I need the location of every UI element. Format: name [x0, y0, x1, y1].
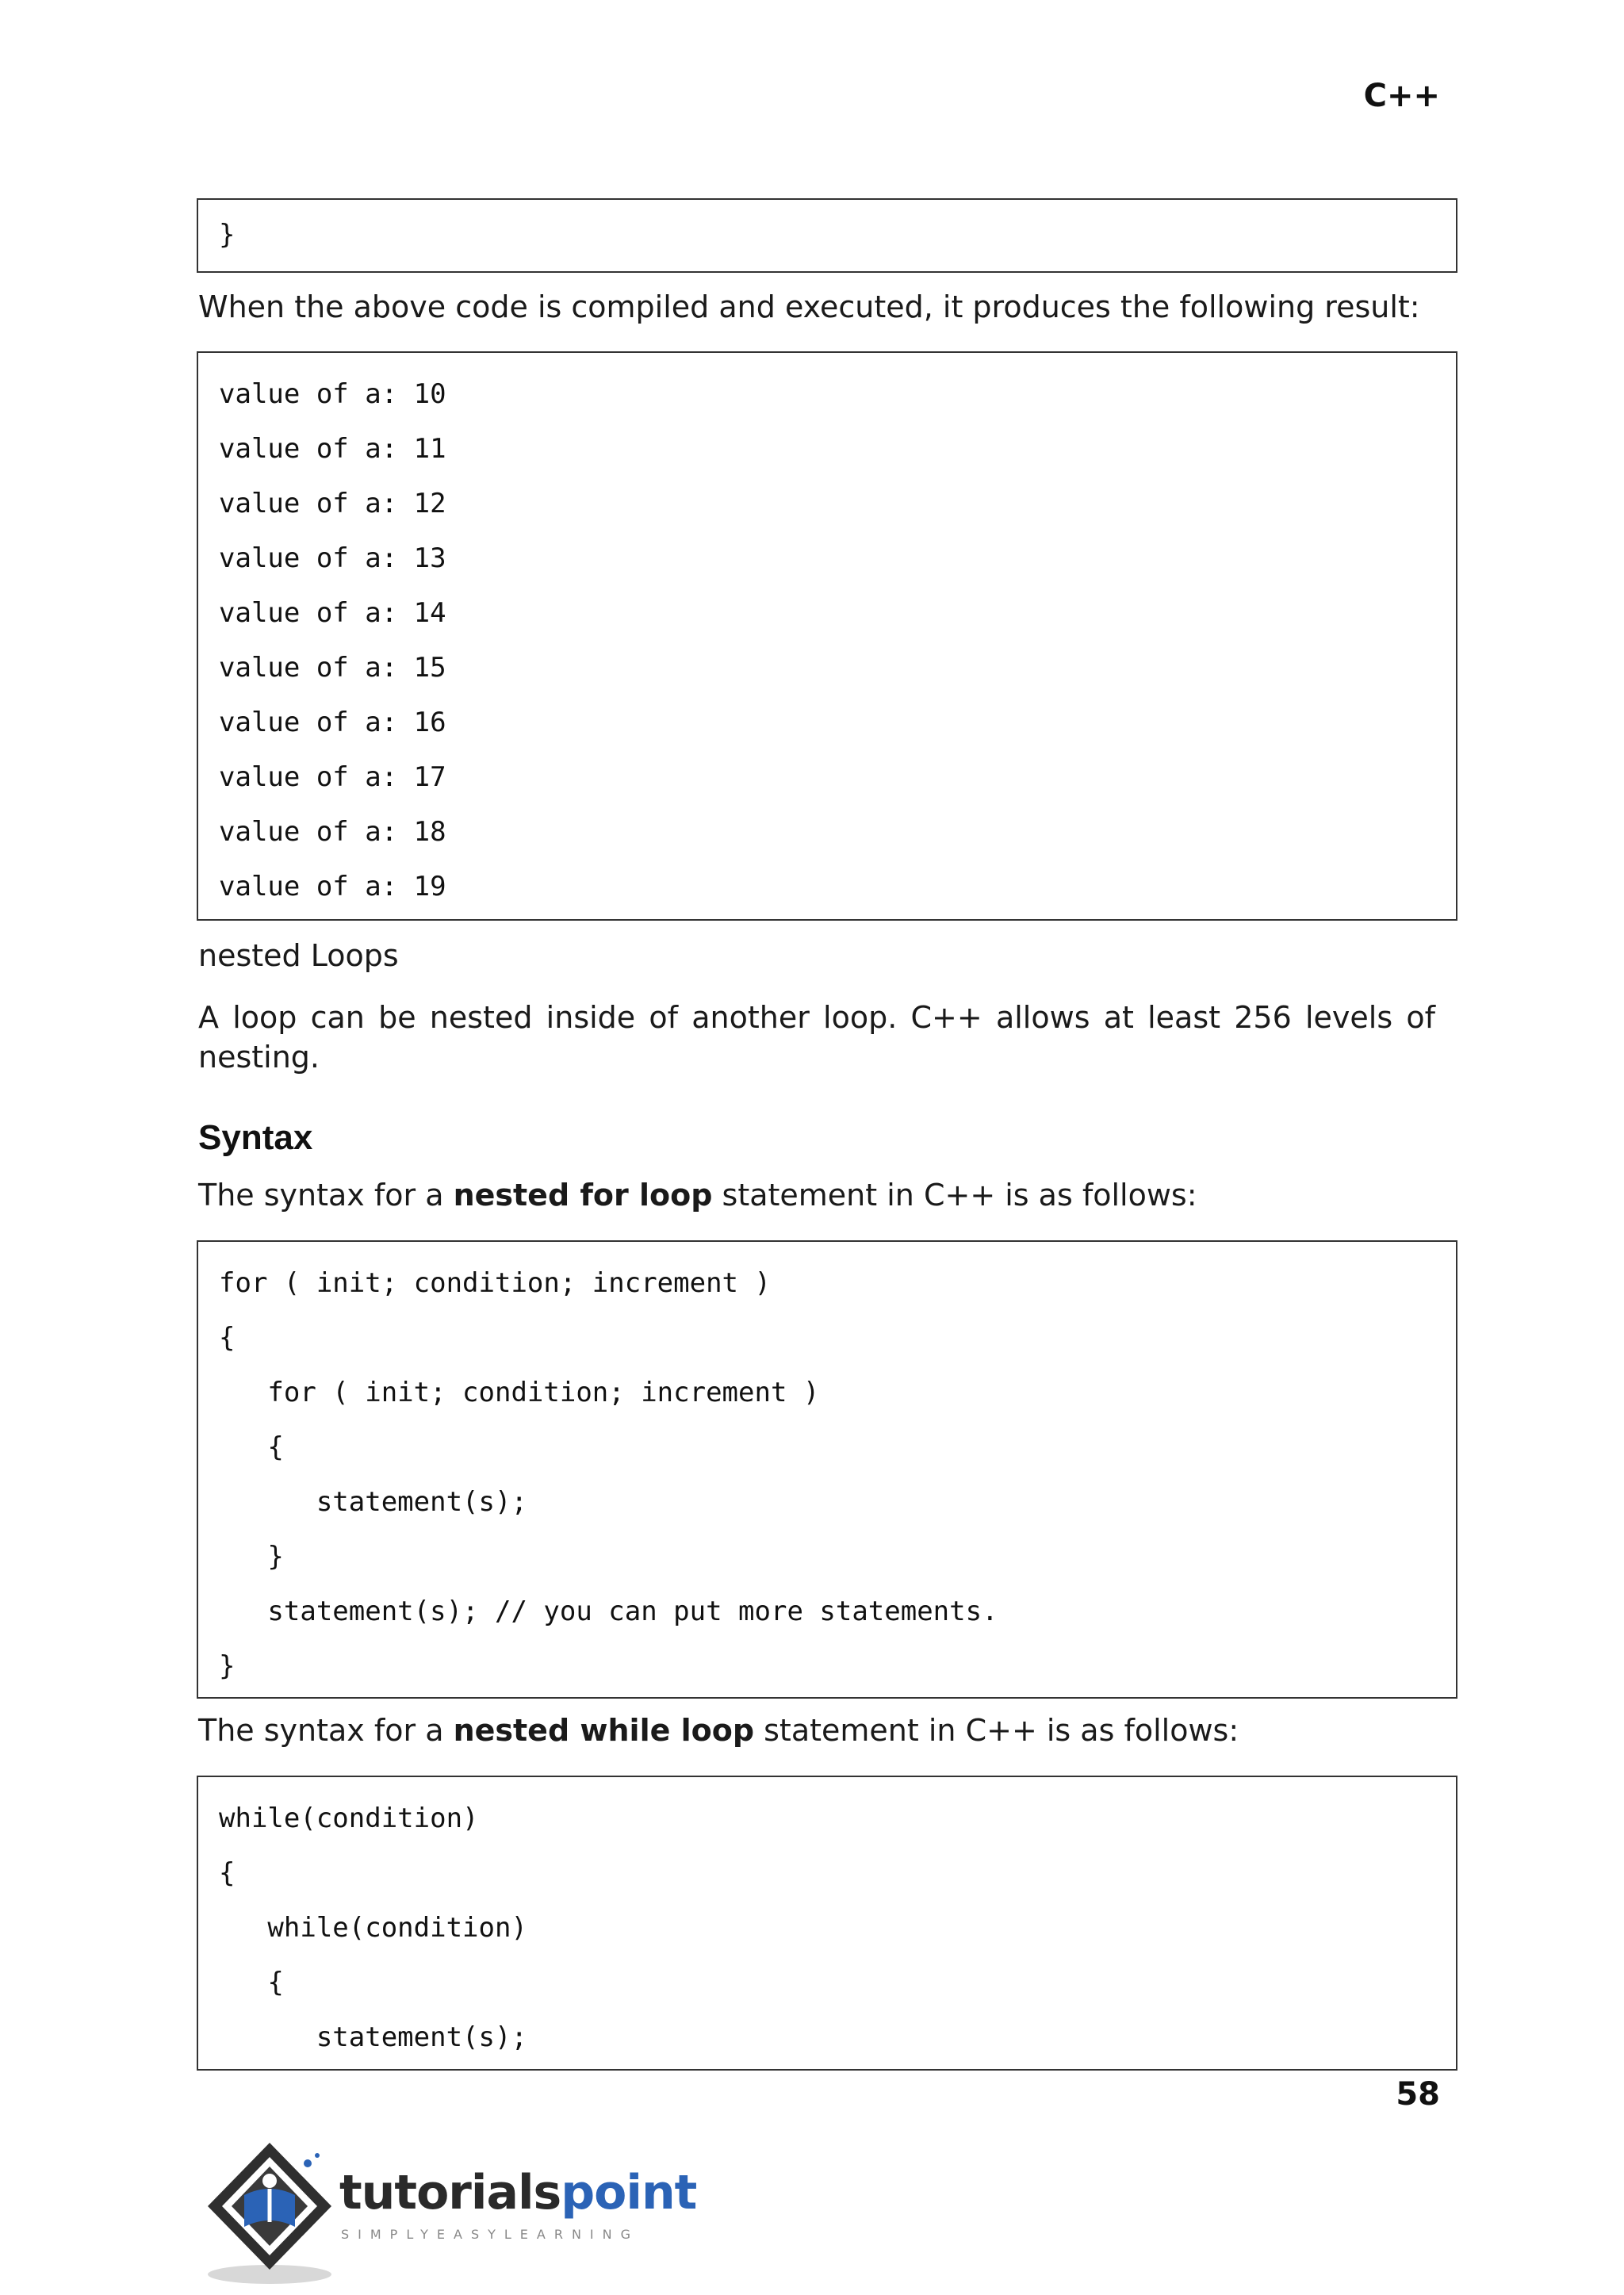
logo-wordmark-part1: tutorials	[339, 2165, 561, 2220]
page-number: 58	[1396, 2076, 1440, 2113]
sentence-text: statement in C++ is as follows:	[712, 1178, 1197, 1213]
code-block-closing-brace	[197, 198, 1457, 273]
output-line: value of a: 14	[219, 597, 446, 629]
output-line: value of a: 16	[219, 707, 446, 738]
output-line: value of a: 15	[219, 652, 446, 684]
code-line: for ( init; condition; increment )	[219, 1267, 771, 1299]
code-line: for ( init; condition; increment )	[219, 1377, 820, 1408]
code-line: {	[219, 1431, 284, 1463]
nested-loops-description: A loop can be nested inside of another loop. C++ allows at least 256 levels of nesting.	[198, 1000, 1435, 1075]
sentence-bold-term: nested for loop	[453, 1178, 713, 1213]
code-line: while(condition)	[219, 1803, 479, 1834]
syntax-heading: Syntax	[198, 1118, 313, 1157]
for-syntax-sentence	[198, 1175, 1435, 1215]
output-line: value of a: 17	[219, 761, 446, 793]
code-line: statement(s); // you can put more statements.	[219, 1596, 998, 1627]
logo-wordmark-part2: point	[561, 2165, 697, 2220]
tutorialspoint-logo	[198, 2133, 697, 2292]
code-line: {	[219, 1857, 236, 1889]
result-paragraph: When the above code is compiled and executed, it produces the following result:	[198, 289, 1420, 324]
sentence-bold-term: nested while loop	[453, 1713, 755, 1748]
code-line: statement(s);	[219, 2021, 527, 2053]
for-syntax-code-block	[197, 1240, 1457, 1699]
code-line: {	[219, 1967, 284, 1998]
while-syntax-code-block	[197, 1776, 1457, 2071]
code-line: statement(s);	[219, 1486, 527, 1518]
output-block	[197, 351, 1457, 921]
nested-loops-title: nested Loops	[198, 938, 399, 973]
output-line: value of a: 19	[219, 871, 446, 902]
code-line: }	[219, 1541, 284, 1573]
output-line: value of a: 11	[219, 433, 446, 465]
logo-wordmark	[339, 2165, 696, 2220]
code-line: }	[219, 219, 236, 251]
code-line: {	[219, 1322, 236, 1354]
logo-diamond-icon	[198, 2133, 357, 2292]
code-line: while(condition)	[219, 1912, 527, 1944]
output-line: value of a: 10	[219, 378, 446, 410]
header-title: C++	[1363, 78, 1440, 114]
logo-tagline: SIMPLYEASYLEARNING	[341, 2227, 640, 2242]
sentence-text: The syntax for a	[198, 1178, 454, 1213]
output-line: value of a: 12	[219, 488, 446, 519]
output-line: value of a: 13	[219, 542, 446, 574]
while-syntax-sentence	[198, 1711, 1435, 1750]
code-line: }	[219, 1650, 236, 1682]
output-line: value of a: 18	[219, 816, 446, 848]
sentence-text: statement in C++ is as follows:	[754, 1713, 1239, 1748]
sentence-text: The syntax for a	[198, 1713, 454, 1748]
